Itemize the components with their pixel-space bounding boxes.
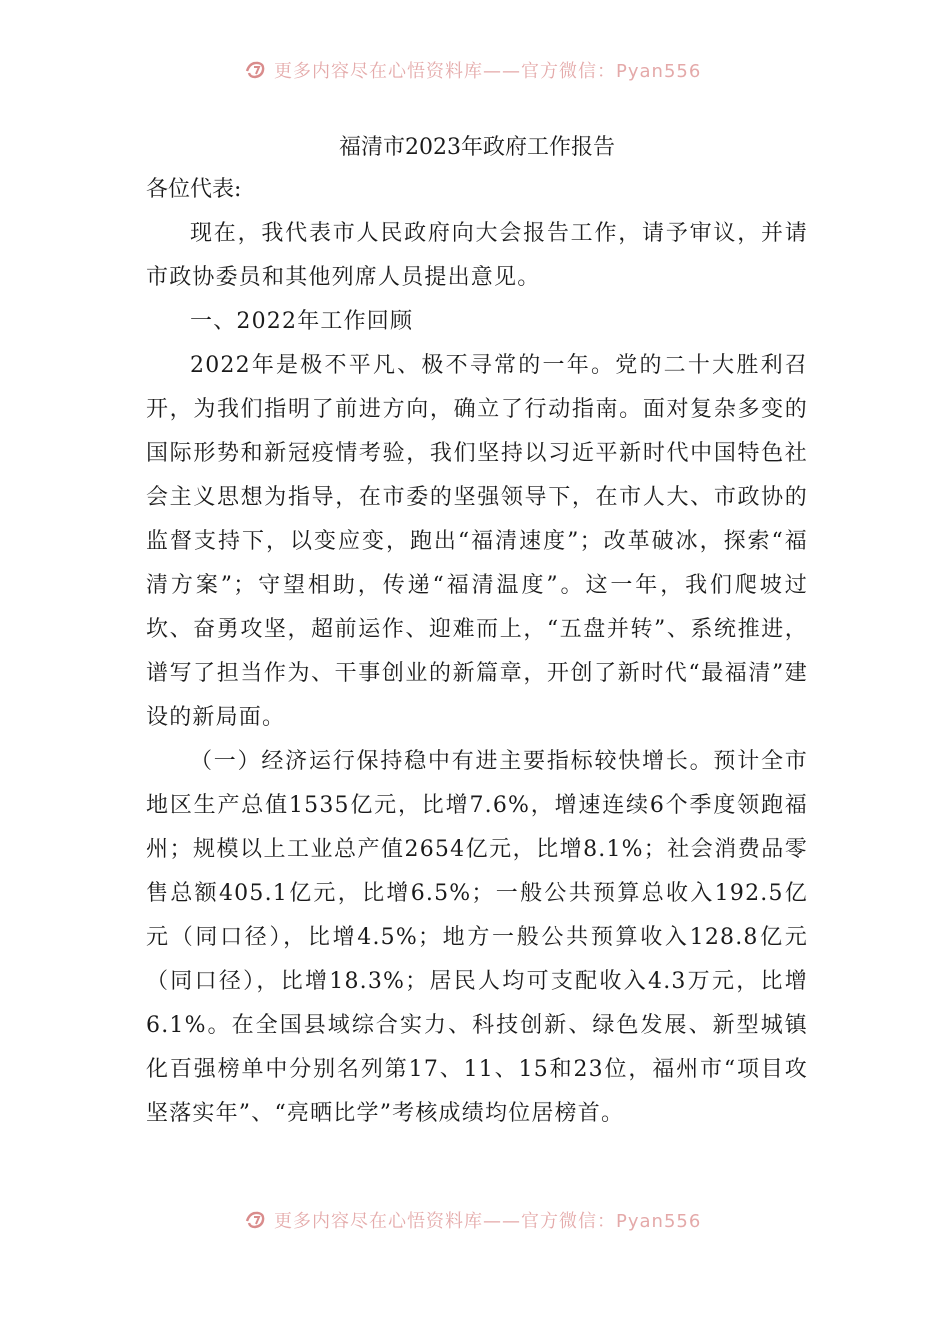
logo-icon [244, 58, 268, 82]
document-title: 福清市2023年政府工作报告 [339, 135, 615, 160]
logo-icon [244, 1208, 268, 1232]
intro-paragraph: 现在，我代表市人民政府向大会报告工作，请予审议，并请市政协委员和其他列席人员提出意见。 [146, 221, 808, 290]
document-body [146, 128, 808, 1136]
salutation: 各位代表: [146, 177, 242, 202]
economy-paragraph: （一）经济运行保持稳中有进主要指标较快增长。预计全市地区生产总值1535亿元，比增7.6%，增速连续6个季度领跑福州；规模以上工业总产值2654亿元，比增8.1%；社会消费品零售总额405.1亿元，比增6.5%；一般公共预算总收入192.5亿元（同口径），比增4.5%；地方一般公共预算收入128.8亿元（同口径），比增18.3%；居民人均可支配收入4.3万元，比增6.1%。在全国县域综合实力、科技创新、绿色发展、新型城镇化百强榜单中分别名列第17、11、15和23位，福州市“项目攻坚落实年”、“亮晒比学”考核成绩均位居榜首。 [146, 749, 808, 1126]
watermark-footer [244, 1208, 701, 1232]
watermark-text: 更多内容尽在心悟资料库——官方微信：Pyan556 [274, 61, 702, 82]
review-paragraph: 2022年是极不平凡、极不寻常的一年。党的二十大胜利召开，为我们指明了前进方向，确立了行动指南。面对复杂多变的国际形势和新冠疫情考验，我们坚持以习近平新时代中国特色社会主义思想为指导，在市委的坚强领导下，在市人大、市政协的监督支持下，以变应变，跑出“福清速度”；改革破冰，探索“福清方案”；守望相助，传递“福清温度”。这一年，我们爬坡过坎、奋勇攻坚，超前运作、迎难而上，“五盘并转”、系统推进，谱写了担当作为、干事创业的新篇章，开创了新时代“最福清”建设的新局面。 [146, 353, 808, 730]
watermark-text: 更多内容尽在心悟资料库——官方微信：Pyan556 [274, 1211, 702, 1232]
section-heading: 一、2022年工作回顾 [190, 309, 414, 334]
watermark-header [244, 58, 701, 82]
